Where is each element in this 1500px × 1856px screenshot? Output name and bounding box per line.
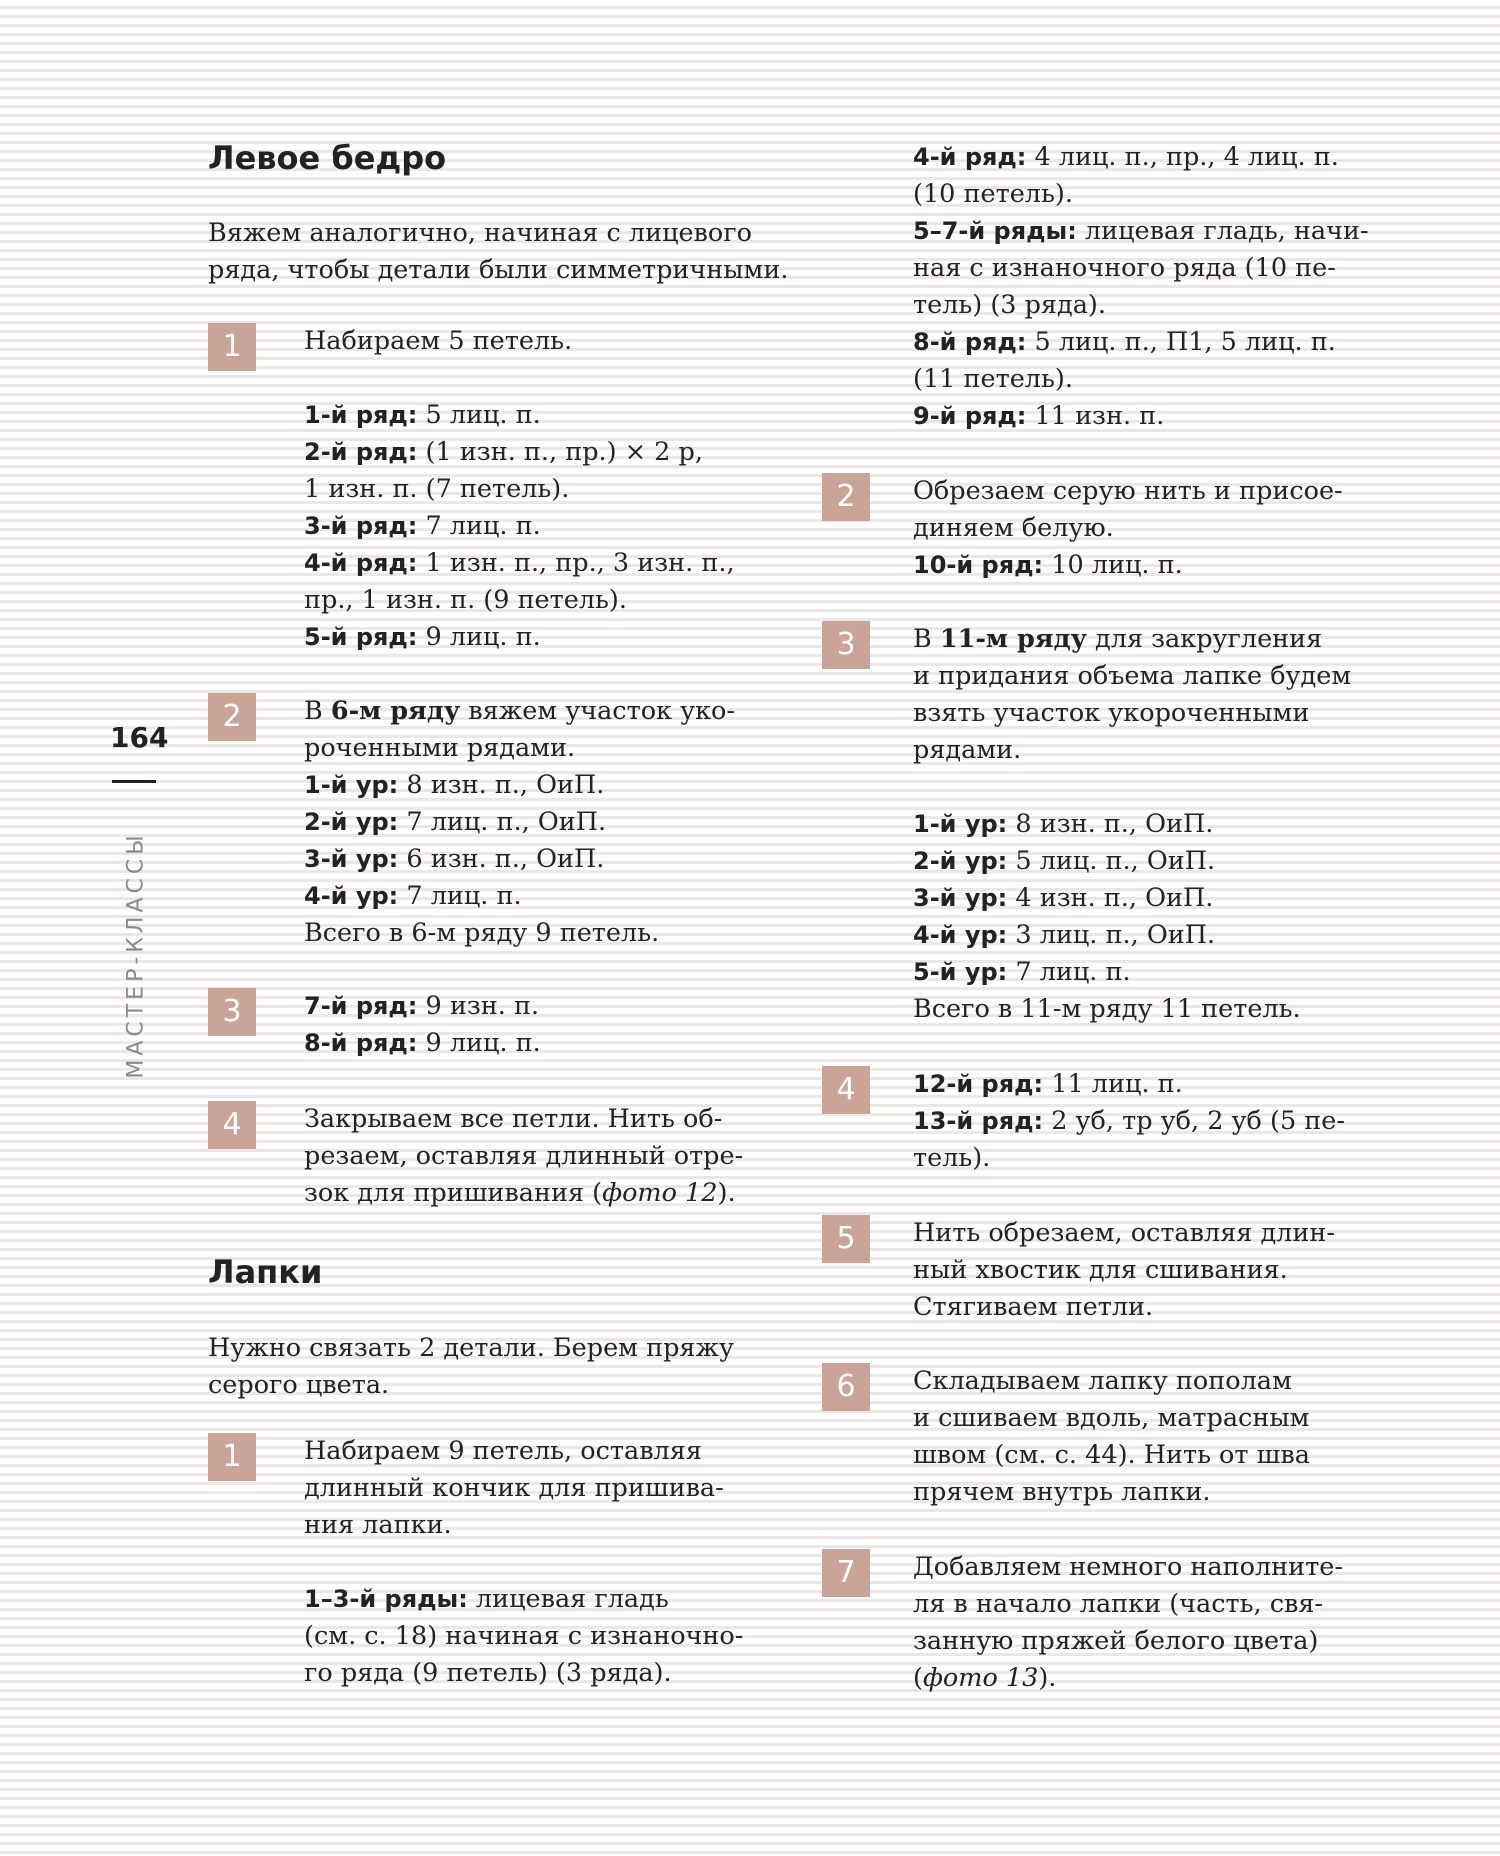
row-instruction: 13-й ряд: 2 уб, тр уб, 2 уб (5 пе- xyxy=(913,1106,1345,1136)
step-body xyxy=(913,1215,1418,1326)
row-instruction-cont: ная с изнаночного ряда (10 пе- xyxy=(913,253,1336,283)
step-text: ля в начало лапки (часть, свя- xyxy=(913,1589,1324,1619)
step-text: зок для пришивания (фото 12). xyxy=(304,1178,736,1208)
step-text: рядами. xyxy=(913,735,1022,765)
row-instruction: 1–3-й ряды: лицевая гладь xyxy=(304,1584,669,1614)
row-instruction: 5–7-й ряды: лицевая гладь, начи- xyxy=(913,216,1369,246)
step-body xyxy=(304,693,809,952)
step-text: прячем внутрь лапки. xyxy=(913,1477,1211,1507)
step-text: занную пряжей белого цвета) xyxy=(913,1626,1319,1656)
short-row: 2-й ур: 5 лиц. п., ОиП. xyxy=(913,846,1216,876)
paws-intro-line: серого цвета. xyxy=(208,1370,390,1400)
step-text: длинный кончик для пришива- xyxy=(304,1473,724,1503)
step-body xyxy=(304,1101,809,1212)
row-instruction-cont: го ряда (9 петель) (3 ряда). xyxy=(304,1658,672,1688)
step-number-badge: 2 xyxy=(208,693,256,741)
step-text: и сшиваем вдоль, матрасным xyxy=(913,1403,1310,1433)
row-instruction-cont: (10 петель). xyxy=(913,179,1073,209)
step-text: диняем белую. xyxy=(913,513,1114,543)
paws-intro xyxy=(208,1330,798,1404)
section-title-left-hip: Левое бедро xyxy=(208,139,447,177)
step-body xyxy=(304,988,809,1062)
step-number-badge: 3 xyxy=(822,621,870,669)
step-body xyxy=(913,473,1418,584)
row-instruction-cont: (11 петель). xyxy=(913,364,1073,394)
step-number-badge: 4 xyxy=(208,1101,256,1149)
step-body xyxy=(913,139,1418,435)
row-instruction: 9-й ряд: 11 изн. п. xyxy=(913,401,1165,431)
row-instruction: 5-й ряд: 9 лиц. п. xyxy=(304,622,541,652)
short-row: 4-й ур: 7 лиц. п. xyxy=(304,881,522,911)
step-text: Стягиваем петли. xyxy=(913,1292,1154,1322)
step-body xyxy=(913,1363,1418,1511)
stitch-total: Всего в 6-м ряду 9 петель. xyxy=(304,918,660,948)
short-row: 2-й ур: 7 лиц. п., ОиП. xyxy=(304,807,607,837)
step-text: Добавляем немного наполните- xyxy=(913,1552,1343,1582)
hip-intro-line: ряда, чтобы детали были симметричными. xyxy=(208,255,789,285)
row-instruction: 7-й ряд: 9 изн. п. xyxy=(304,991,540,1021)
step-text: Закрываем все петли. Нить об- xyxy=(304,1104,723,1134)
row-instruction: 4-й ряд: 4 лиц. п., пр., 4 лиц. п. xyxy=(913,142,1339,172)
step-body xyxy=(304,1433,809,1692)
step-text: ния лапки. xyxy=(304,1510,452,1540)
step-body xyxy=(913,1066,1418,1177)
step-text: (фото 13). xyxy=(913,1663,1057,1693)
short-row: 3-й ур: 6 изн. п., ОиП. xyxy=(304,844,605,874)
paws-intro-line: Нужно связать 2 детали. Берем пряжу xyxy=(208,1333,734,1363)
page-number: 164 xyxy=(110,721,169,754)
stitch-total: Всего в 11-м ряду 11 петель. xyxy=(913,994,1301,1024)
step-number-badge: 6 xyxy=(822,1363,870,1411)
row-instruction: 4-й ряд: 1 изн. п., пр., 3 изн. п., xyxy=(304,548,735,578)
row-instruction-cont: (см. с. 18) начиная с изнаночно- xyxy=(304,1621,744,1651)
hip-intro-line: Вяжем аналогично, начиная с лицевого xyxy=(208,218,752,248)
step-number-badge: 1 xyxy=(208,1433,256,1481)
step-text: роченными рядами. xyxy=(304,733,576,763)
step-text: Набираем 5 петель. xyxy=(304,326,573,356)
step-number-badge: 7 xyxy=(822,1549,870,1597)
row-instruction-cont: 1 изн. п. (7 петель). xyxy=(304,474,570,504)
step-number-badge: 4 xyxy=(822,1066,870,1114)
step-text: резаем, оставляя длинный отре- xyxy=(304,1141,744,1171)
step-text: Обрезаем серую нить и присое- xyxy=(913,476,1343,506)
row-instruction: 8-й ряд: 9 лиц. п. xyxy=(304,1028,541,1058)
hip-intro xyxy=(208,215,798,289)
row-instruction-cont: тель). xyxy=(913,1143,991,1173)
section-title-paws: Лапки xyxy=(208,1253,323,1291)
row-instruction: 10-й ряд: 10 лиц. п. xyxy=(913,550,1183,580)
step-text: ный хвостик для сшивания. xyxy=(913,1255,1288,1285)
page-number-rule xyxy=(112,780,156,783)
row-instruction-cont: тель) (3 ряда). xyxy=(913,290,1106,320)
step-number-badge: 1 xyxy=(208,323,256,371)
row-instruction: 1-й ряд: 5 лиц. п. xyxy=(304,400,541,430)
short-row: 1-й ур: 8 изн. п., ОиП. xyxy=(304,770,605,800)
row-instruction: 8-й ряд: 5 лиц. п., П1, 5 лиц. п. xyxy=(913,327,1336,357)
row-instruction: 2-й ряд: (1 изн. п., пр.) × 2 р, xyxy=(304,437,703,467)
step-body xyxy=(913,1549,1418,1697)
step-text: Складываем лапку пополам xyxy=(913,1366,1292,1396)
short-row: 4-й ур: 3 лиц. п., ОиП. xyxy=(913,920,1216,950)
row-instruction: 3-й ряд: 7 лиц. п. xyxy=(304,511,541,541)
step-number-badge: 2 xyxy=(822,473,870,521)
step-body xyxy=(913,621,1418,1028)
short-row: 5-й ур: 7 лиц. п. xyxy=(913,957,1131,987)
step-text: В 6-м ряду вяжем участок уко- xyxy=(304,696,736,726)
step-number-badge: 3 xyxy=(208,988,256,1036)
step-body xyxy=(304,323,809,656)
step-number-badge: 5 xyxy=(822,1215,870,1263)
short-row: 3-й ур: 4 изн. п., ОиП. xyxy=(913,883,1214,913)
short-row: 1-й ур: 8 изн. п., ОиП. xyxy=(913,809,1214,839)
step-text: В 11-м ряду для закругления xyxy=(913,624,1323,654)
row-instruction-cont: пр., 1 изн. п. (9 петель). xyxy=(304,585,627,615)
row-instruction: 12-й ряд: 11 лиц. п. xyxy=(913,1069,1183,1099)
step-text: взять участок укороченными xyxy=(913,698,1310,728)
step-text: и придания объема лапке будем xyxy=(913,661,1352,691)
step-text: Набираем 9 петель, оставляя xyxy=(304,1436,702,1466)
section-label-text: МАСТЕР-КЛАССЫ xyxy=(123,831,149,1079)
step-text: швом (см. с. 44). Нить от шва xyxy=(913,1440,1310,1470)
step-text: Нить обрезаем, оставляя длин- xyxy=(913,1218,1335,1248)
